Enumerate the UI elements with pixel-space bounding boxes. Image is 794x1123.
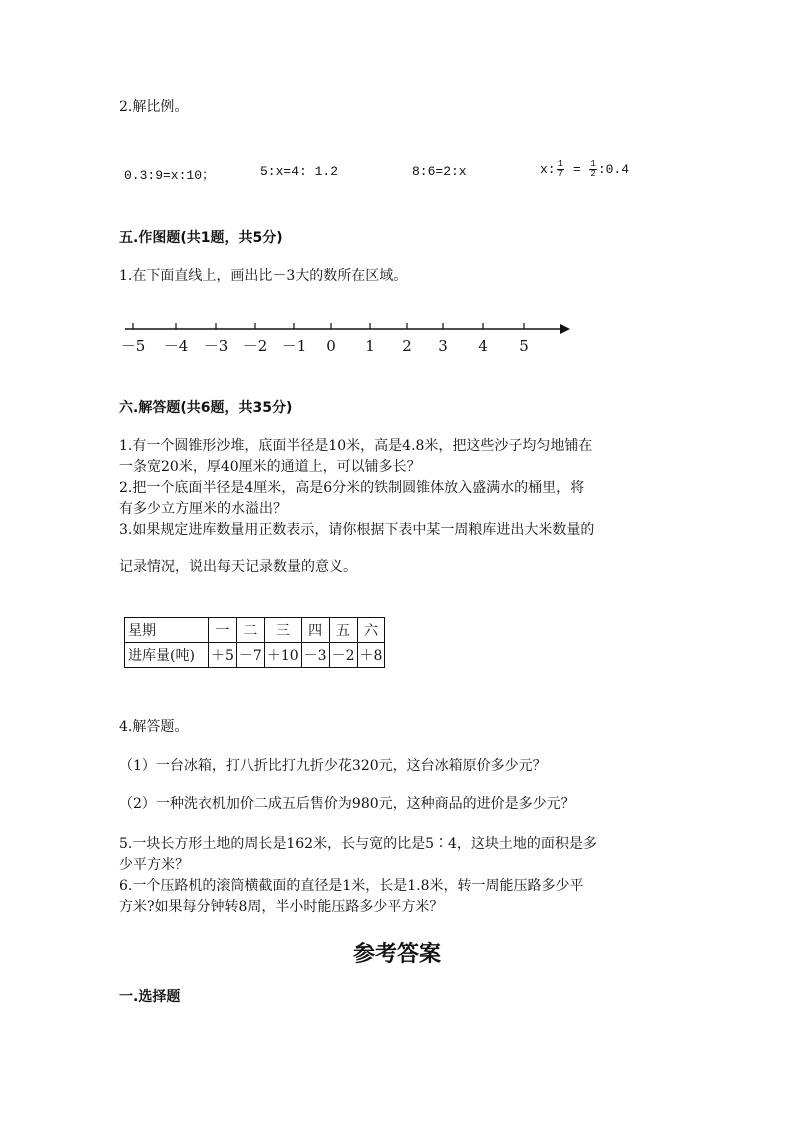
answer-key-title: 参考答案 [352,941,441,967]
proportion-4 [540,160,629,179]
section-6-heading: 六.解答题(共6题，共35分) [119,400,293,416]
table-cell-day: 五 [329,618,357,643]
question-3-line-1: 3.如果规定进库数量用正数表示，请你根据下表中某一周粮库进出大米数量的 [119,522,595,538]
fraction-numerator: 1 [590,159,596,169]
question-6-line-1: 6.一个压路机的滚筒横截面的直径是1米，长是1.8米，转一周能压路多少平 [119,878,584,894]
number-line [120,315,580,360]
table-cell-value: ＋10 [264,643,301,668]
question-5-line-2: 少平方米？ [119,857,189,873]
answer-section-1-heading: 一.选择题 [119,989,181,1005]
table-cell-value: ＋8 [357,643,385,668]
number-line-label: 4 [478,337,488,355]
proportion-4-part-a: x: [540,162,556,177]
number-line-ticks [121,323,529,355]
question-2-title: 2.解比例。 [119,99,189,115]
table-cell-day: 四 [301,618,329,643]
number-line-label: －1 [281,337,307,355]
table-header-weekday: 星期 [125,618,209,643]
fraction-numerator: 1 [557,159,564,169]
question-1-line-1: 1.有一个圆锥形沙堆，底面半径是10米，高是4.8米，把这些沙子均匀地铺在 [119,438,593,454]
section-5-question-1: 1.在下面直线上，画出比－3大的数所在区域。 [119,268,408,284]
number-line-label: 2 [402,337,412,355]
table-row [125,643,385,668]
number-line-label: 5 [519,337,529,355]
grain-record-table [124,617,385,668]
question-4-title: 4.解答题。 [119,719,189,735]
table-cell-day: 三 [264,618,301,643]
proportion-2: 5:x=4: 1.2 [260,164,339,179]
question-6-line-2: 方米?如果每分钟转8周，半小时能压路多少平方米？ [119,899,444,915]
fraction-one-seventh [557,160,564,179]
number-line-label: －3 [203,337,229,355]
fraction-denominator: 2 [590,169,596,179]
table-cell-value: ＋5 [209,643,237,668]
proportion-1: 0.3:9=x:10； [124,168,216,183]
number-line-label: －2 [242,337,268,355]
table-cell-value: －3 [301,643,329,668]
section-5-heading: 五.作图题(共1题，共5分) [119,230,283,246]
number-line-label: 0 [326,337,336,355]
table-cell-day: 六 [357,618,385,643]
question-2-line-1: 2.把一个底面半径是4厘米，高是6分米的铁制圆锥体放入盛满水的桶里，将 [119,480,585,496]
number-line-label: －4 [163,337,189,355]
number-line-label: －5 [120,337,146,355]
number-line-label: 1 [365,337,375,355]
question-5-line-1: 5.一块长方形土地的周长是162米，长与宽的比是5∶4，这块土地的面积是多 [119,836,597,852]
question-4-part-2: （2）一种洗衣机加价二成五后售价为980元，这种商品的进价是多少元？ [119,796,575,812]
question-1-line-2: 一条宽20米，厚40厘米的通道上，可以铺多长？ [119,459,421,475]
number-line-label: 3 [438,337,448,355]
question-2-line-2: 有多少立方厘米的水溢出？ [119,501,287,517]
table-cell-day: 二 [236,618,264,643]
question-4-part-1: （1）一台冰箱，打八折比打九折少花320元，这台冰箱原价多少元？ [119,758,547,774]
fraction-one-half [589,160,596,179]
fraction-denominator: 7 [557,169,564,179]
table-row [125,618,385,643]
arrow-right-icon [560,324,570,334]
proportion-3: 8:6=2:x [412,164,467,179]
table-header-amount: 进库量(吨) [125,643,209,668]
table-cell-day: 一 [209,618,237,643]
question-3-line-2: 记录情况，说出每天记录数量的意义。 [119,559,357,575]
equals-sign: = [565,162,589,177]
table-cell-value: －2 [329,643,357,668]
table-cell-value: －7 [236,643,264,668]
proportion-4-part-b: :0.4 [597,162,630,177]
